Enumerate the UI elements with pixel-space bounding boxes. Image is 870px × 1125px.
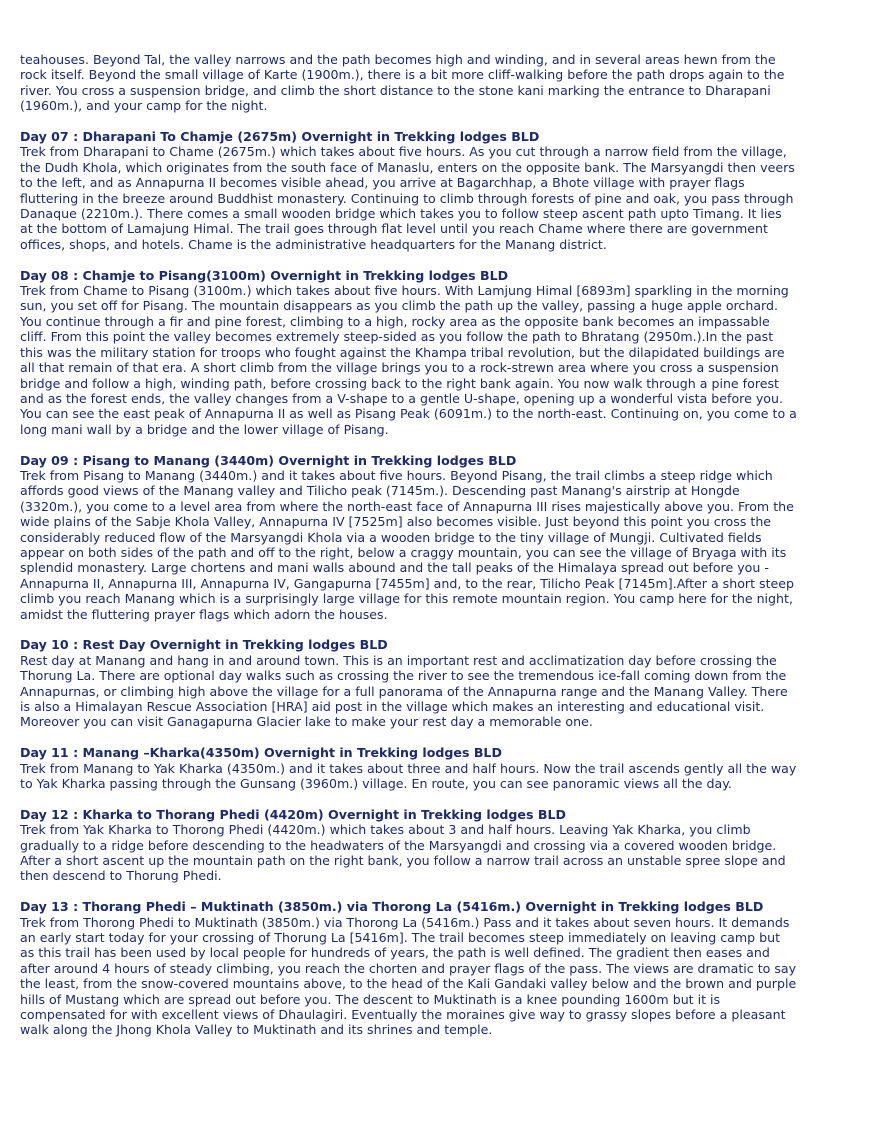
day-12-heading: Day 12 : Kharka to Thorang Phedi (4420m) Overnight in Trekking lodges BLD: [20, 806, 566, 822]
document-page: [20, 52, 798, 1053]
day-08-heading: Day 08 : Chamje to Pisang(3100m) Overnight in Trekking lodges BLD: [20, 267, 509, 283]
day-11-section: [20, 745, 798, 791]
intro-paragraph: teahouses. Beyond Tal, the valley narrows and the path becomes high and winding, and in several areas hewn from the rock itself. Beyond the small village of Karte (1900m.), there is a bit more cliff-walking before the path drops again to the river. You cross a suspension bridge, and climb the short distance to the stone kani marking the entrance to Dharapani (1960m.), and your camp for the night.: [20, 52, 785, 114]
day-07-body: Trek from Dharapani to Chame (2675m.) which takes about five hours. As you cut through a narrow field from the village, the Dudh Khola, which originates from the south face of Manaslu, enters on the opposite bank. The Marsyangdi then veers to the left, and as Annapurna II becomes visible ahead, you arrive at Bagarchhap, a Bhote village with prayer flags fluttering in the breeze around Buddhist monastery. Continuing to climb through forests of pine and oak, you pass through Danaque (2210m.). There comes a small wooden bridge which takes you to follow steep ascent path upto Timang. It lies at the bottom of Lamajung Himal. The trail goes through flat level until you reach Chame where there are government offices, shops, and hotels. Chame is the administrative headquarters for the Manang district.: [20, 144, 795, 252]
day-09-section: [20, 453, 798, 622]
day-08-body: Trek from Chame to Pisang (3100m.) which takes about five hours. With Lamjung Himal [6893m] sparkling in the morning sun, you set off for Pisang. The mountain disappears as you climb the path up the valley, passing a huge apple orchard. You continue through a fir and pine forest, climbing to a high, rocky area as the opposite bank becomes an impassable cliff. From this point the valley becomes extremely steep-sided as you follow the path to Bhratang (2950m.).In the past this was the military station for troops who fought against the Khampa tribal revolution, but the dilapidated buildings are all that remain of that era. A short climb from the village brings you to a rock-strewn area where you cross a suspension bridge and follow a high, winding path, before crossing back to the right bank again. You now walk through a pine forest and as the forest ends, the valley changes from a V-shape to a gentle U-shape, opening up a wonderful vista before you. You can see the east peak of Annapurna II as well as Pisang Peak (6091m.) to the north-east. Continuing on, you come to a long mani wall by a bridge and the lower village of Pisang.: [20, 283, 797, 437]
day-07-section: [20, 129, 798, 252]
day-13-heading: Day 13 : Thorang Phedi – Muktinath (3850m.) via Thorong La (5416m.) Overnight in Trekking lodges BLD: [20, 899, 764, 915]
day-10-section: [20, 637, 798, 729]
day-11-body: Trek from Manang to Yak Kharka (4350m.) and it takes about three and half hours. Now the trail ascends gently all the way to Yak Kharka passing through the Gunsang (3960m.) village. En route, you can see panoramic views all the day.: [20, 760, 797, 792]
day-10-heading: Day 10 : Rest Day Overnight in Trekking lodges BLD: [20, 637, 388, 653]
day-13-body: Trek from Thorong Phedi to Muktinath (3850m.) via Thorong La (5416m.) Pass and it takes about seven hours. It demands an early start today for your crossing of Thorung La [5416m]. The trail becomes steep immediately on leaving camp but as this trail has been used by local people for hundreds of years, the path is well defined. The gradient then eases and after around 4 hours of steady climbing, you reach the chorten and prayer flags of the pass. The views are dramatic to say the least, from the snow-covered mountains above, to the head of the Kali Gandaki valley below and the brown and purple hills of Mustang which are spread out before you. The descent to Muktinath is a knee pounding 1600m but it is compensated for with excellent views of Dhaulagiri. Eventually the moraines give way to grassy slopes before a pleasant walk along the Jhong Khola Valley to Muktinath and its shrines and temple.: [20, 914, 797, 1038]
day-12-section: [20, 807, 798, 884]
day-07-heading: Day 07 : Dharapani To Chamje (2675m) Overnight in Trekking lodges BLD: [20, 129, 540, 145]
day-09-body: Trek from Pisang to Manang (3440m.) and it takes about five hours. Beyond Pisang, the trail climbs a steep ridge which affords good views of the Manang valley and Tilicho peak (7145m.). Descending past Manang's airstrip at Hongde (3320m.), you come to a level area from where the north-east face of Annapurna III rises majestically above you. From the wide plains of the Sabje Khola Valley, Annapurna IV [7525m] also becomes visible. Just beyond this point you cross the considerably reduced flow of the Marsyangdi Khola via a wooden bridge to the tiny village of Mungji. Cultivated fields appear on both sides of the path and off to the right, below a craggy mountain, you can see the village of Bryaga with its splendid monastery. Large chortens and mani walls abound and the tall peaks of the Himalaya spread out before you - Annapurna II, Annapurna III, Annapurna IV, Gangapurna [7455m] and, to the rear, Tilicho Peak [7145m].After a short steep climb you reach Manang which is a surprisingly large village for this remote mountain region. You camp here for the night, amidst the fluttering prayer flags which adorn the houses.: [20, 467, 795, 622]
day-13-section: [20, 899, 798, 1038]
day-09-heading: Day 09 : Pisang to Manang (3440m) Overnight in Trekking lodges BLD: [20, 452, 517, 468]
day-08-section: [20, 268, 798, 437]
day-12-body: Trek from Yak Kharka to Thorong Phedi (4420m.) which takes about 3 and half hours. Leaving Yak Kharka, you climb gradually to a ridge before descending to the headwaters of the Marsyangdi and crossing via a covered wooden bridge. After a short ascent up the mountain path on the right bank, you follow a narrow trail across an unstable spree slope and then descend to Thorung Phedi.: [20, 822, 786, 884]
day-11-heading: Day 11 : Manang –Kharka(4350m) Overnight in Trekking lodges BLD: [20, 745, 502, 761]
day-10-body: Rest day at Manang and hang in and around town. This is an important rest and acclimatization day before crossing the Thorung La. There are optional day walks such as crossing the river to see the tremendous ice-fall coming down from the Annapurnas, or climbing high above the village for a full panorama of the Annapurna range and the Manang Valley. There is also a Himalayan Rescue Association [HRA] aid post in the village which makes an interesting and educational visit. Moreover you can visit Ganagapurna Glacier lake to make your rest day a memorable one.: [20, 652, 788, 730]
